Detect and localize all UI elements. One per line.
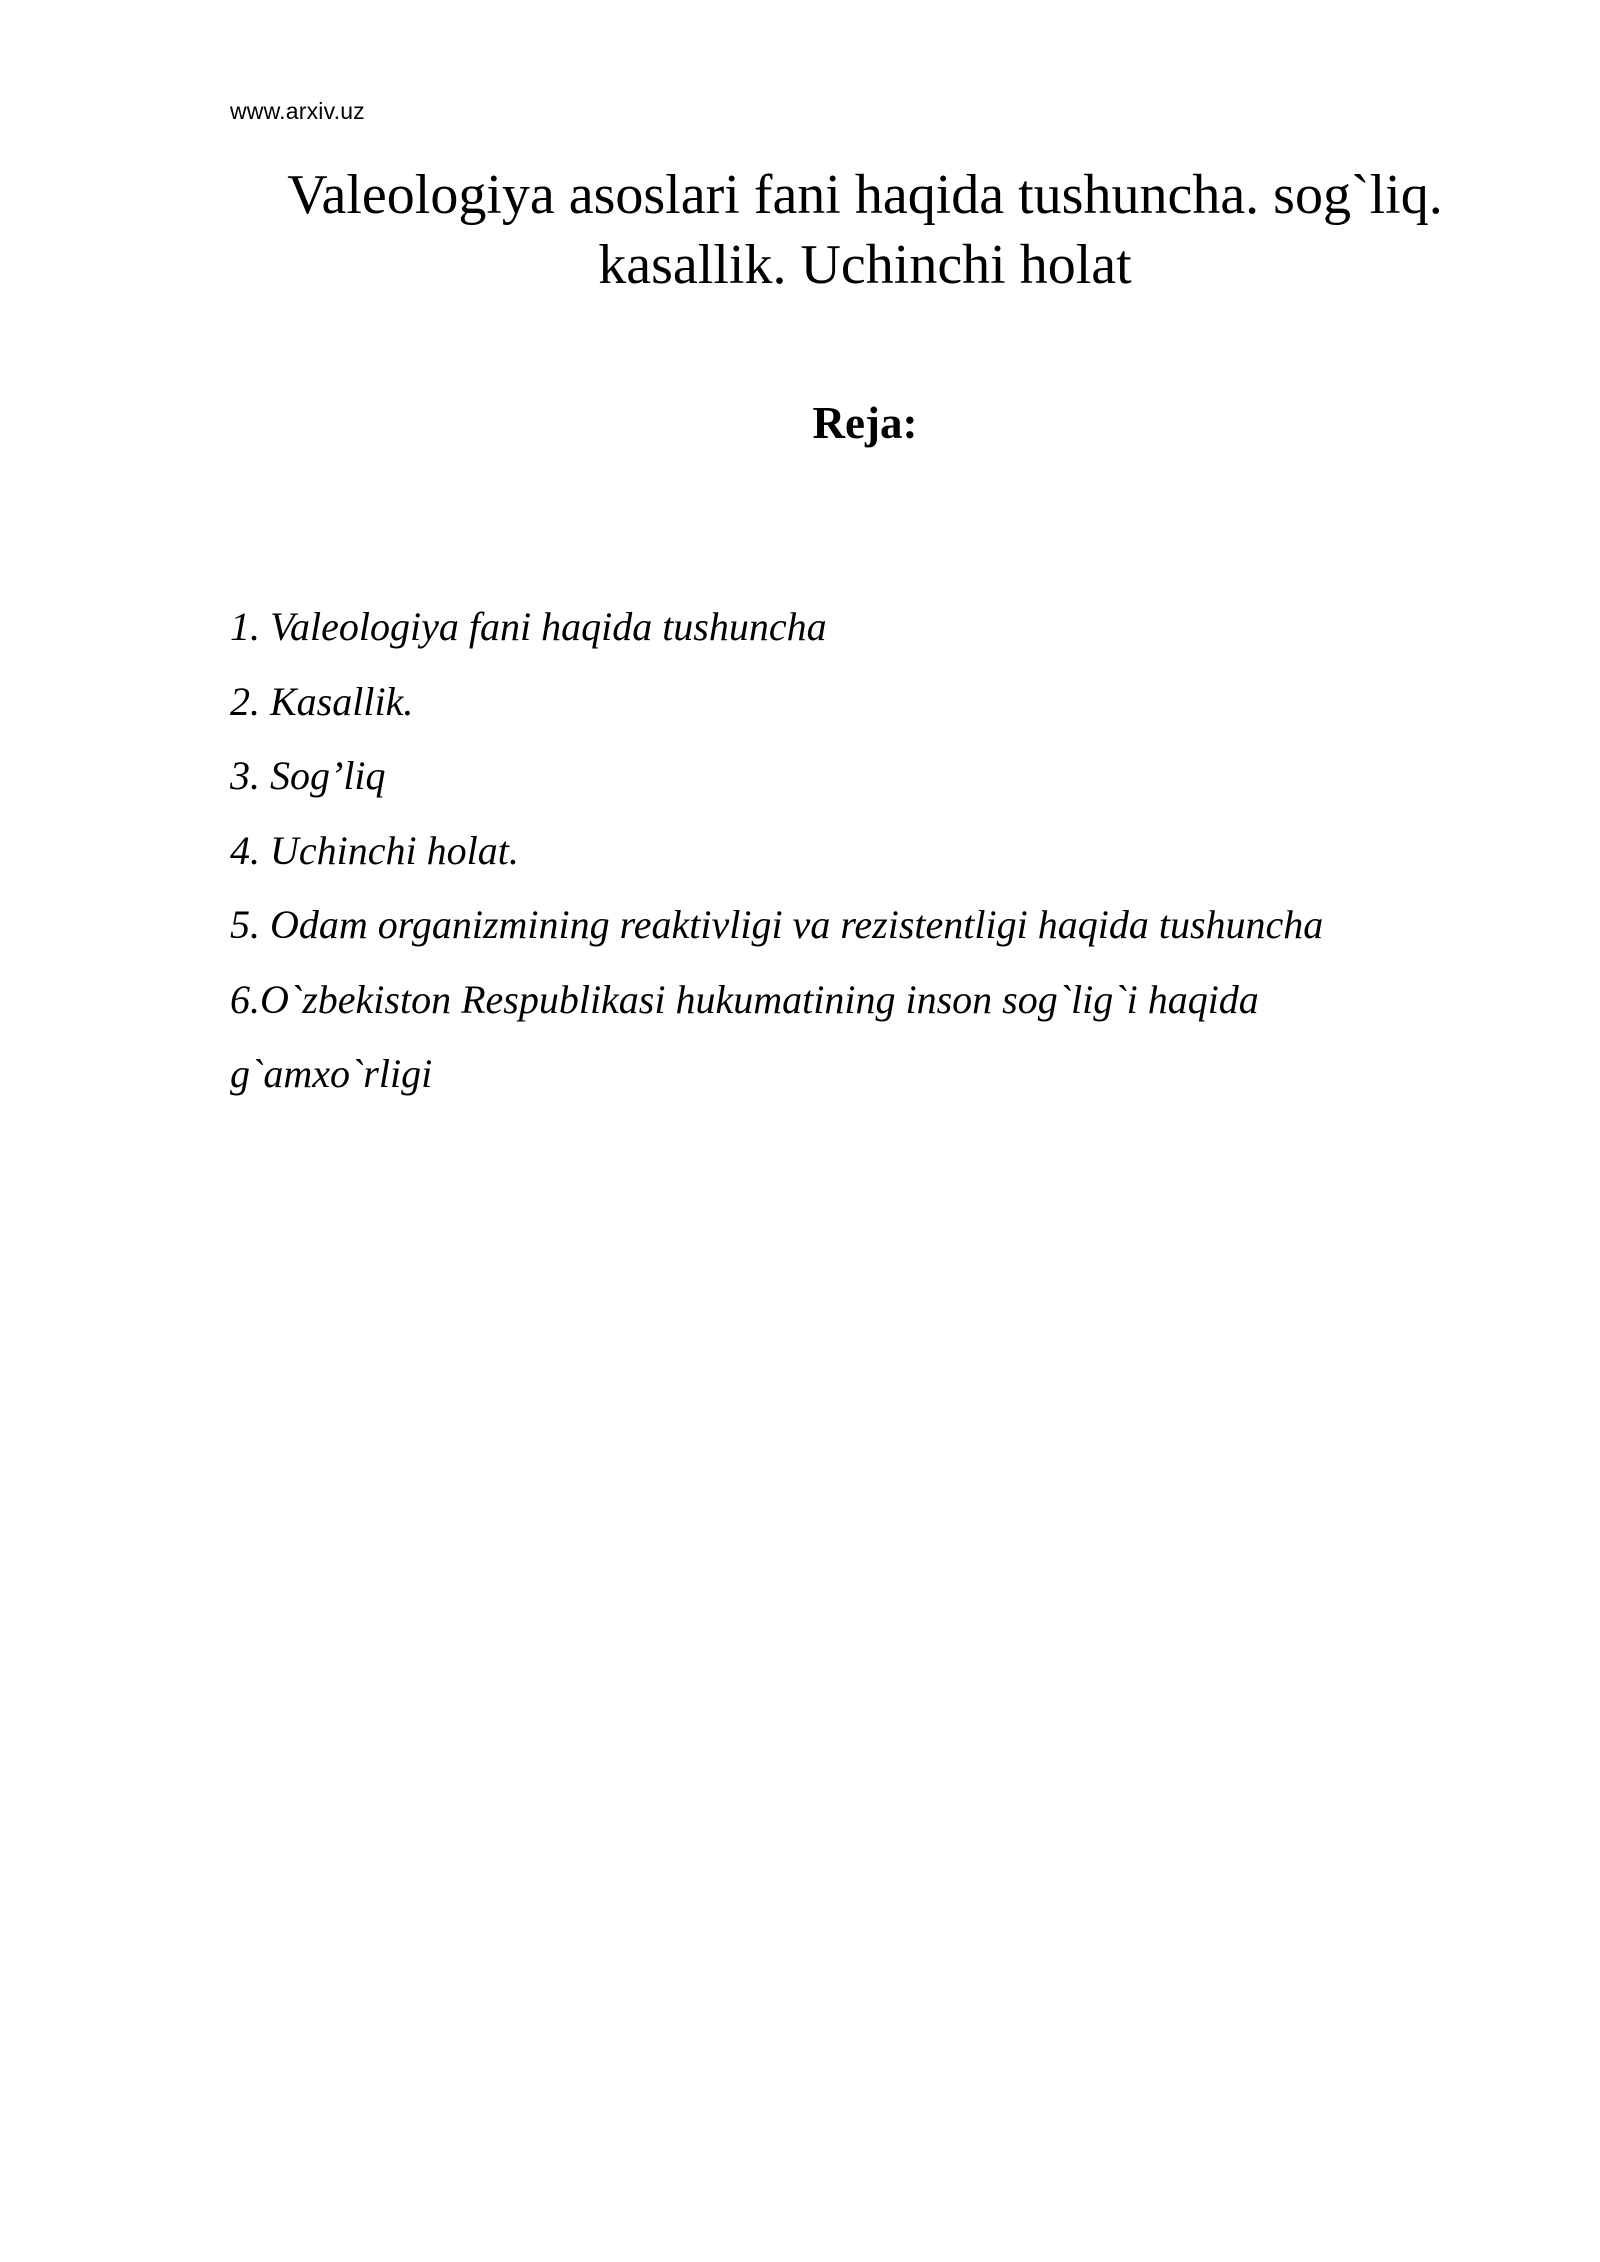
plan-item-continuation: g`amxo`rligi (230, 1051, 433, 1096)
plan-heading: Reja: (812, 398, 918, 448)
document-title-line-1: Valeologiya asoslari fani haqida tushuncha. sog`liq. (287, 164, 1443, 226)
plan-item: 1. Valeologiya fani haqida tushuncha (230, 604, 827, 649)
plan-item: 5. Odam organizmining reaktivligi va rezistentligi haqida tushuncha (230, 902, 1324, 947)
plan-item: 3. Sog’liq (230, 753, 386, 798)
site-url: www.arxiv.uz (230, 98, 365, 124)
document-title-line-2: kasallik. Uchinchi holat (598, 234, 1132, 296)
plan-item: 2. Kasallik. (230, 678, 414, 724)
plan-list (230, 590, 1480, 1112)
plan-item: 4. Uchinchi holat. (230, 827, 519, 873)
plan-item: 6.O`zbekiston Respublikasi hukumatining inson sog`lig`i haqida (230, 976, 1259, 1022)
document-title (200, 160, 1530, 300)
